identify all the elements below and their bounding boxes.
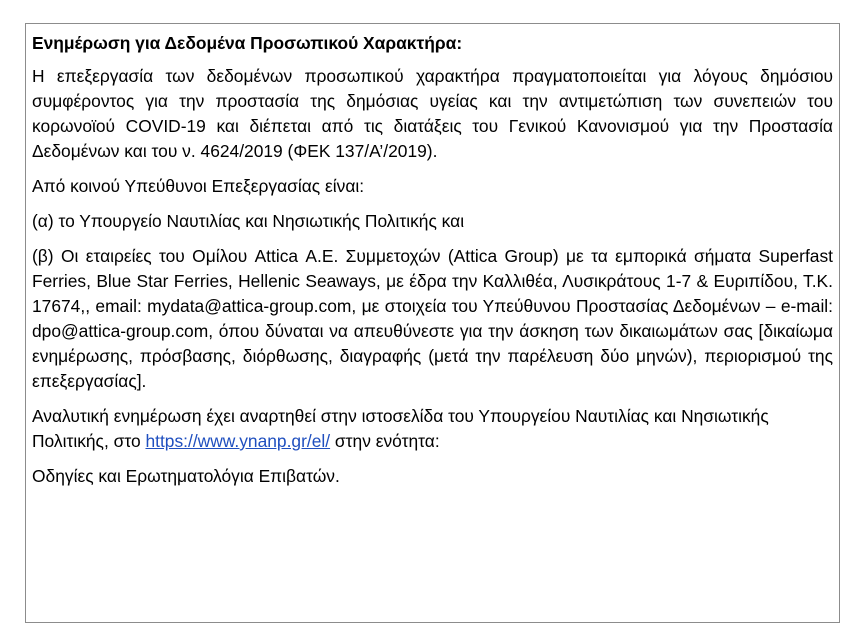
notice-title: Ενημέρωση για Δεδομένα Προσωπικού Χαρακτήρα: xyxy=(32,33,463,53)
notice-paragraph-section: Οδηγίες και Ερωτηματολόγια Επιβατών. xyxy=(32,466,340,486)
details-text-after-link: στην ενότητα: xyxy=(330,431,440,451)
notice-paragraph-details xyxy=(32,404,833,454)
notice-paragraph-ministry: (α) το Υπουργείο Ναυτιλίας και Νησιωτικής Πολιτικής και xyxy=(32,211,465,231)
details-text-before-link: Αναλυτική ενημέρωση έχει αναρτηθεί στην ιστοσελίδα του Υπουργείου Ναυτιλίας και Νησιωτικής Πολιτικής, στο xyxy=(32,406,769,451)
ministry-website-link[interactable]: https://www.ynanp.gr/el/ xyxy=(145,431,331,451)
notice-paragraph-attica-group: (β) Οι εταιρείες του Ομίλου Attica Α.Ε. Συμμετοχών (Attica Group) με τα εμπορικά σήματα Superfast Ferries, Blue Star Ferries, Hellenic Seaways, με έδρα την Καλλιθέα, Λυσικράτους 1-7 & Ευριπίδου, Τ.Κ. 17674,, email: mydata@attica-group.com, με στοιχεία του Υπεύθυνου Προστασίας Δεδομένων – e-mail: dpo@attica-group.com, όπου δύναται να απευθύνεστε για την άσκηση των δικαιωμάτων σας [δικαίωμα ενημέρωσης, πρόσβασης, διόρθωσης, διαγραφής (μετά την παρέλευση δύο μηνών), περιορισμού της επεξεργασίας]. xyxy=(32,246,833,391)
notice-paragraph-controllers-intro: Από κοινού Υπεύθυνοι Επεξεργασίας είναι: xyxy=(32,176,365,196)
notice-box xyxy=(25,23,840,623)
notice-paragraph-legal-basis: Η επεξεργασία των δεδομένων προσωπικού χαρακτήρα πραγματοποιείται για λόγους δημόσιου συμφέροντος για την προστασία της δημόσιας υγείας και την αντιμετώπιση των συνεπειών του κορωνοϊού COVID-19 και διέπεται από τις διατάξεις του Γενικού Κανονισμού για την Προστασία Δεδομένων και του ν. 4624/2019 (ΦΕΚ 137/Α’/2019). xyxy=(32,66,833,161)
